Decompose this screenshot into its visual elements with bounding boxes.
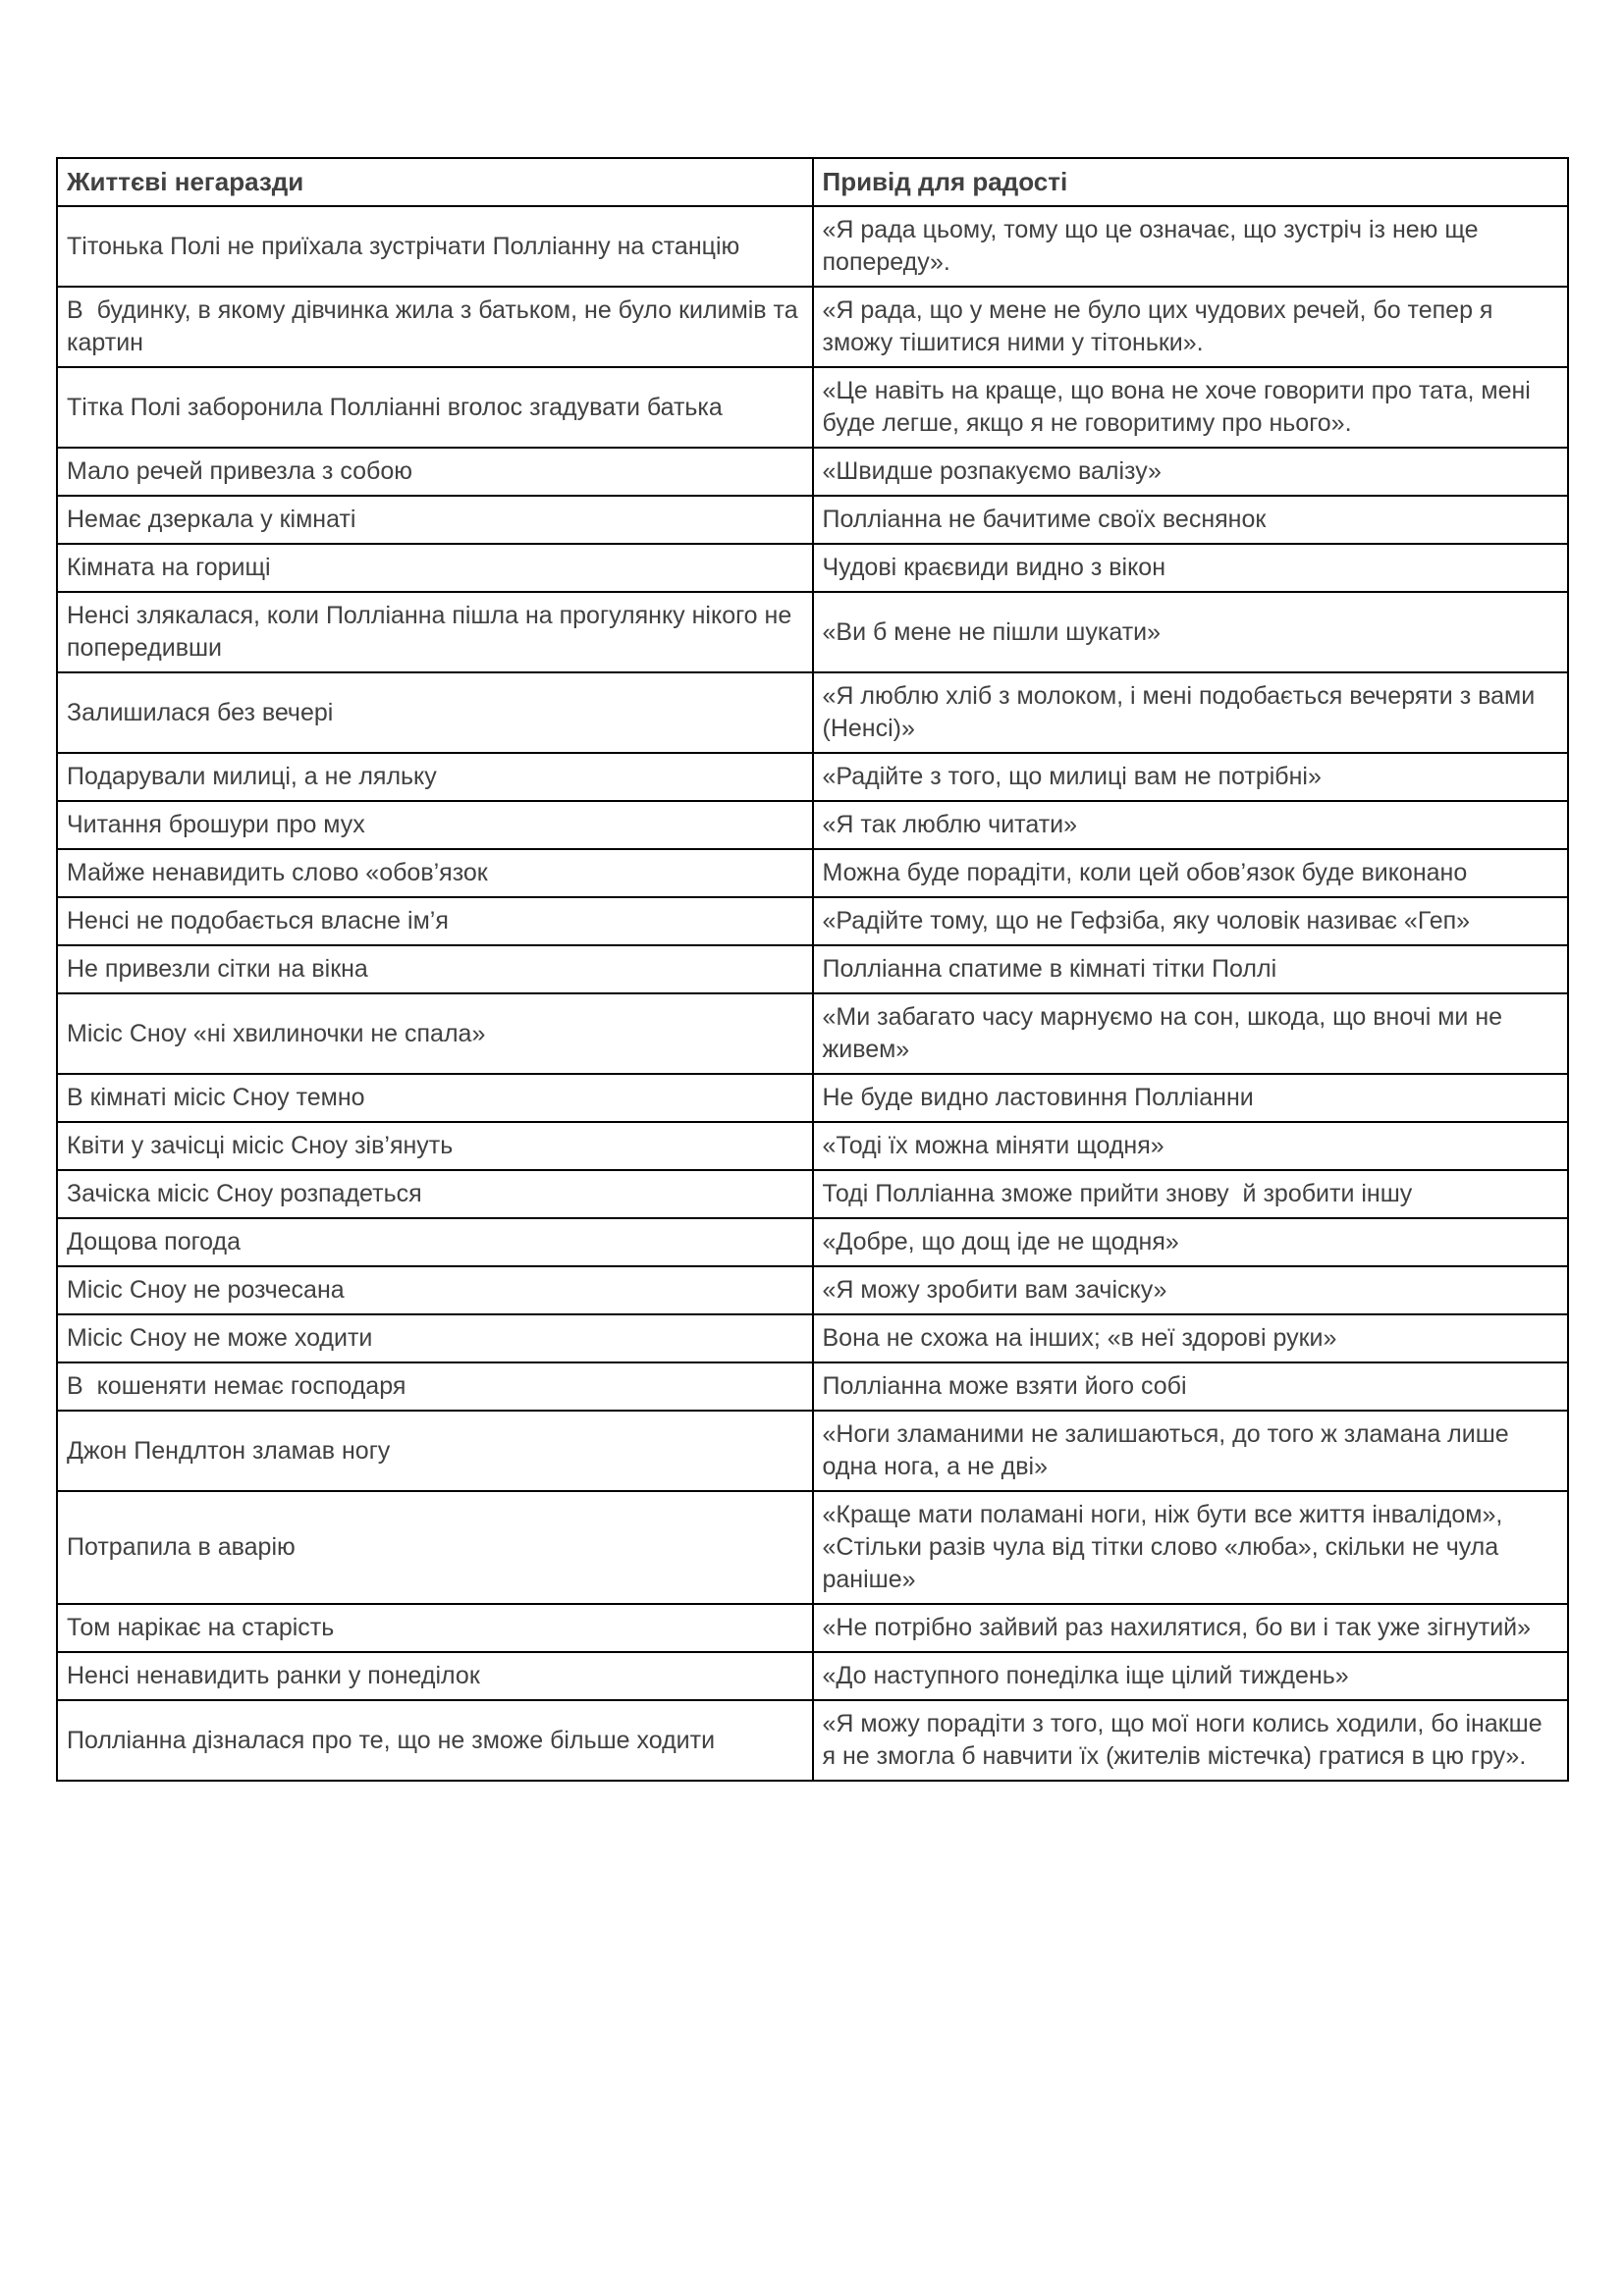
trouble-cell: Том нарікає на старість bbox=[57, 1604, 813, 1652]
joy-cell: «Це навіть на краще, що вона не хоче говорити про тата, мені буде легше, якщо я не говоритиму про нього». bbox=[813, 367, 1569, 448]
table-row bbox=[57, 287, 1568, 367]
joy-cell: «Ми забагато часу марнуємо на сон, шкода, що вночі ми не живем» bbox=[813, 993, 1569, 1074]
pollyanna-glad-game-table bbox=[56, 157, 1569, 1782]
trouble-cell: Місіс Сноу не може ходити bbox=[57, 1314, 813, 1362]
trouble-cell: Тітка Полі заборонила Полліанні вголос згадувати батька bbox=[57, 367, 813, 448]
joy-cell: Не буде видно ластовиння Полліанни bbox=[813, 1074, 1569, 1122]
table-row bbox=[57, 1122, 1568, 1170]
table-row bbox=[57, 1491, 1568, 1604]
joy-cell: Чудові краєвиди видно з вікон bbox=[813, 544, 1569, 592]
joy-cell: «Добре, що дощ іде не щодня» bbox=[813, 1218, 1569, 1266]
joy-cell: «Ви б мене не пішли шукати» bbox=[813, 592, 1569, 672]
table-row bbox=[57, 945, 1568, 993]
joy-cell: «Тоді їх можна міняти щодня» bbox=[813, 1122, 1569, 1170]
table-row bbox=[57, 592, 1568, 672]
trouble-cell: Дощова погода bbox=[57, 1218, 813, 1266]
table-body bbox=[57, 206, 1568, 1781]
trouble-cell: Ненсі злякалася, коли Полліанна пішла на прогулянку нікого не попередивши bbox=[57, 592, 813, 672]
joy-cell: «Швидше розпакуємо валізу» bbox=[813, 448, 1569, 496]
trouble-cell: Подарували милиці, а не ляльку bbox=[57, 753, 813, 801]
table-row bbox=[57, 897, 1568, 945]
table-row bbox=[57, 1362, 1568, 1411]
joy-cell: «Я можу порадіти з того, що мої ноги колись ходили, бо інакше я не змогла б навчити їх (жителів містечка) гратися в цю гру». bbox=[813, 1700, 1569, 1781]
table-row bbox=[57, 1218, 1568, 1266]
joy-cell: «Я можу зробити вам зачіску» bbox=[813, 1266, 1569, 1314]
table-row bbox=[57, 1652, 1568, 1700]
joy-cell: «Радійте тому, що не Гефзіба, яку чоловік називає «Геп» bbox=[813, 897, 1569, 945]
joy-cell: «Краще мати поламані ноги, ніж бути все життя інвалідом», «Стільки разів чула від тітки слово «люба», скільки не чула раніше» bbox=[813, 1491, 1569, 1604]
joy-cell: Можна буде порадіти, коли цей обов’язок буде виконано bbox=[813, 849, 1569, 897]
trouble-cell: В кімнаті місіс Сноу темно bbox=[57, 1074, 813, 1122]
column-header-troubles: Життєві негаразди bbox=[57, 158, 813, 206]
trouble-cell: Ненсі ненавидить ранки у понеділок bbox=[57, 1652, 813, 1700]
table-row bbox=[57, 1604, 1568, 1652]
joy-cell: «Я рада цьому, тому що це означає, що зустріч із нею ще попереду». bbox=[813, 206, 1569, 287]
table-row bbox=[57, 1170, 1568, 1218]
column-header-joys: Привід для радості bbox=[813, 158, 1569, 206]
table-row bbox=[57, 1314, 1568, 1362]
joy-cell: Полліанна може взяти його собі bbox=[813, 1362, 1569, 1411]
table-row bbox=[57, 1266, 1568, 1314]
trouble-cell: Місіс Сноу не розчесана bbox=[57, 1266, 813, 1314]
joy-cell: Вона не схожа на інших; «в неї здорові руки» bbox=[813, 1314, 1569, 1362]
table-row bbox=[57, 448, 1568, 496]
trouble-cell: Мало речей привезла з собою bbox=[57, 448, 813, 496]
trouble-cell: В кошеняти немає господаря bbox=[57, 1362, 813, 1411]
joy-cell: «Радійте з того, що милиці вам не потрібні» bbox=[813, 753, 1569, 801]
trouble-cell: Залишилася без вечері bbox=[57, 672, 813, 753]
trouble-cell: В будинку, в якому дівчинка жила з батьком, не було килимів та картин bbox=[57, 287, 813, 367]
trouble-cell: Квіти у зачісці місіс Сноу зів’януть bbox=[57, 1122, 813, 1170]
joy-cell: Полліанна не бачитиме своїх веснянок bbox=[813, 496, 1569, 544]
trouble-cell: Зачіска місіс Сноу розпадеться bbox=[57, 1170, 813, 1218]
document-page bbox=[56, 157, 1569, 1782]
table-row bbox=[57, 993, 1568, 1074]
trouble-cell: Тітонька Полі не приїхала зустрічати Полліанну на станцію bbox=[57, 206, 813, 287]
joy-cell: «Ноги зламаними не залишаються, до того ж зламана лише одна нога, а не дві» bbox=[813, 1411, 1569, 1491]
joy-cell: «Я так люблю читати» bbox=[813, 801, 1569, 849]
table-row bbox=[57, 544, 1568, 592]
trouble-cell: Джон Пендлтон зламав ногу bbox=[57, 1411, 813, 1491]
table-row bbox=[57, 753, 1568, 801]
trouble-cell: Кімната на горищі bbox=[57, 544, 813, 592]
header-row bbox=[57, 158, 1568, 206]
joy-cell: Полліанна спатиме в кімнаті тітки Поллі bbox=[813, 945, 1569, 993]
joy-cell: «Я люблю хліб з молоком, і мені подобається вечеряти з вами (Ненсі)» bbox=[813, 672, 1569, 753]
joy-cell: Тоді Полліанна зможе прийти знову й зробити іншу bbox=[813, 1170, 1569, 1218]
table-row bbox=[57, 801, 1568, 849]
trouble-cell: Потрапила в аварію bbox=[57, 1491, 813, 1604]
table-row bbox=[57, 367, 1568, 448]
trouble-cell: Місіс Сноу «ні хвилиночки не спала» bbox=[57, 993, 813, 1074]
table-row bbox=[57, 496, 1568, 544]
trouble-cell: Полліанна дізналася про те, що не зможе більше ходити bbox=[57, 1700, 813, 1781]
table-row bbox=[57, 672, 1568, 753]
table-row bbox=[57, 849, 1568, 897]
trouble-cell: Немає дзеркала у кімнаті bbox=[57, 496, 813, 544]
table-row bbox=[57, 1700, 1568, 1781]
table-row bbox=[57, 1411, 1568, 1491]
joy-cell: «До наступного понеділка іще цілий тиждень» bbox=[813, 1652, 1569, 1700]
trouble-cell: Читання брошури про мух bbox=[57, 801, 813, 849]
trouble-cell: Ненсі не подобається власне ім’я bbox=[57, 897, 813, 945]
table-row bbox=[57, 1074, 1568, 1122]
joy-cell: «Я рада, що у мене не було цих чудових речей, бо тепер я зможу тішитися ними у тітоньки». bbox=[813, 287, 1569, 367]
trouble-cell: Майже ненавидить слово «обов’язок bbox=[57, 849, 813, 897]
trouble-cell: Не привезли сітки на вікна bbox=[57, 945, 813, 993]
joy-cell: «Не потрібно зайвий раз нахилятися, бо ви і так уже зігнутий» bbox=[813, 1604, 1569, 1652]
table-row bbox=[57, 206, 1568, 287]
